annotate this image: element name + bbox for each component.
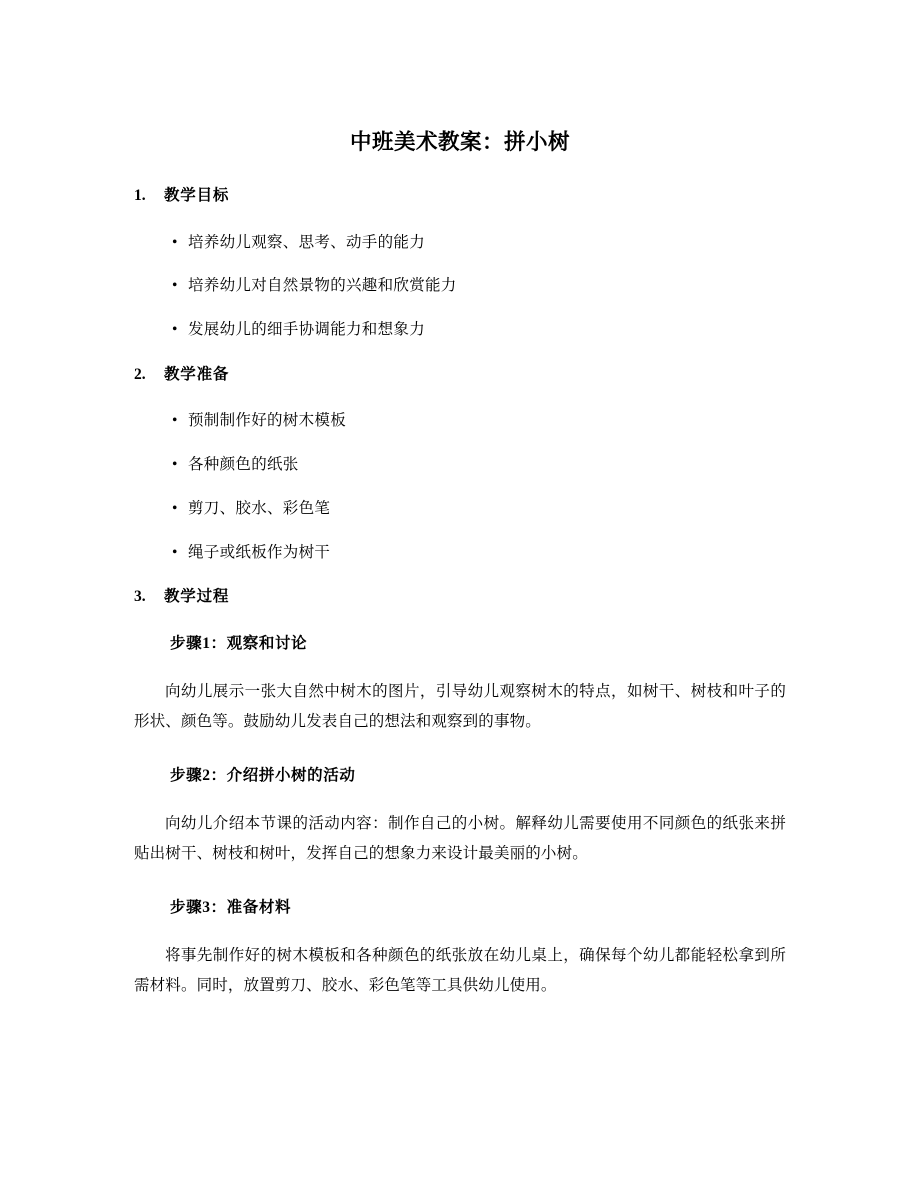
spacer [134, 608, 786, 633]
bullet-icon: • [172, 456, 178, 474]
bullet-icon: • [172, 543, 178, 561]
bullet-list-materials [134, 410, 786, 563]
spacer [134, 787, 786, 809]
section-number-1: 1. [134, 187, 146, 205]
step-paragraph-1: 向幼儿展示一张大自然中树木的图片，引导幼儿观察树木的特点，如树干、树枝和叶子的形状、颜色等。鼓励幼儿发表自己的想法和观察到的事物。 [134, 682, 786, 730]
spacer [134, 253, 786, 275]
bullet-icon: • [172, 321, 178, 339]
list-item [134, 319, 786, 341]
section-number-3: 3. [134, 588, 146, 606]
spacer [134, 520, 786, 542]
step-paragraph-3: 将事先制作好的树木模板和各种颜色的纸张放在幼儿桌上，确保每个幼儿都能轻松拿到所需材料。同时，放置剪刀、胶水、彩色笔等工具供幼儿使用。 [134, 946, 786, 995]
list-item-text: 预制制作好的树木模板 [188, 412, 347, 430]
step-heading-2: 步骤2：介绍拼小树的活动 [170, 767, 356, 785]
list-item-text: 绳子或纸板作为树干 [188, 543, 331, 561]
bullet-icon: • [172, 412, 178, 430]
page-title: 中班美术教案：拼小树 [349, 130, 570, 154]
list-item [134, 542, 786, 564]
spacer [134, 919, 786, 941]
bullet-icon: • [172, 277, 178, 295]
spacer [134, 297, 786, 319]
section-title-2: 教学准备 [164, 365, 230, 383]
spacer [134, 869, 786, 897]
list-item [134, 498, 786, 520]
spacer [134, 563, 786, 586]
bullet-list-objectives [134, 232, 786, 341]
spacer [134, 655, 786, 677]
step-paragraph-2: 向幼儿介绍本节课的活动内容：制作自己的小树。解释幼儿需要使用不同颜色的纸张来拼贴出树干、树枝和树叶，发挥自己的想象力来设计最美丽的小树。 [134, 814, 786, 862]
spacer [134, 341, 786, 364]
step-heading-3: 步骤3：准备材料 [170, 899, 292, 917]
list-item-text: 培养幼儿对自然景物的兴趣和欣赏能力 [188, 277, 457, 295]
section-heading-2 [134, 364, 786, 386]
list-item [134, 454, 786, 476]
section-heading-3 [134, 586, 786, 608]
list-item [134, 232, 786, 254]
spacer [134, 476, 786, 498]
list-item [134, 275, 786, 297]
section-title-1: 教学目标 [164, 187, 230, 205]
list-item [134, 410, 786, 432]
spacer [134, 737, 786, 765]
section-title-3: 教学过程 [164, 588, 230, 606]
bullet-icon: • [172, 233, 178, 251]
list-item-text: 培养幼儿观察、思考、动手的能力 [188, 233, 426, 251]
spacer [134, 385, 786, 410]
spacer [134, 207, 786, 232]
bullet-icon: • [172, 499, 178, 517]
list-item-text: 各种颜色的纸张 [188, 456, 299, 474]
spacer [134, 157, 786, 185]
list-item-text: 发展幼儿的细手协调能力和想象力 [188, 321, 426, 339]
document-content [134, 128, 786, 1001]
section-heading-1 [134, 185, 786, 207]
section-number-2: 2. [134, 365, 146, 383]
step-heading-1: 步骤1：观察和讨论 [170, 634, 308, 652]
list-item-text: 剪刀、胶水、彩色笔 [188, 499, 331, 517]
spacer [134, 432, 786, 454]
